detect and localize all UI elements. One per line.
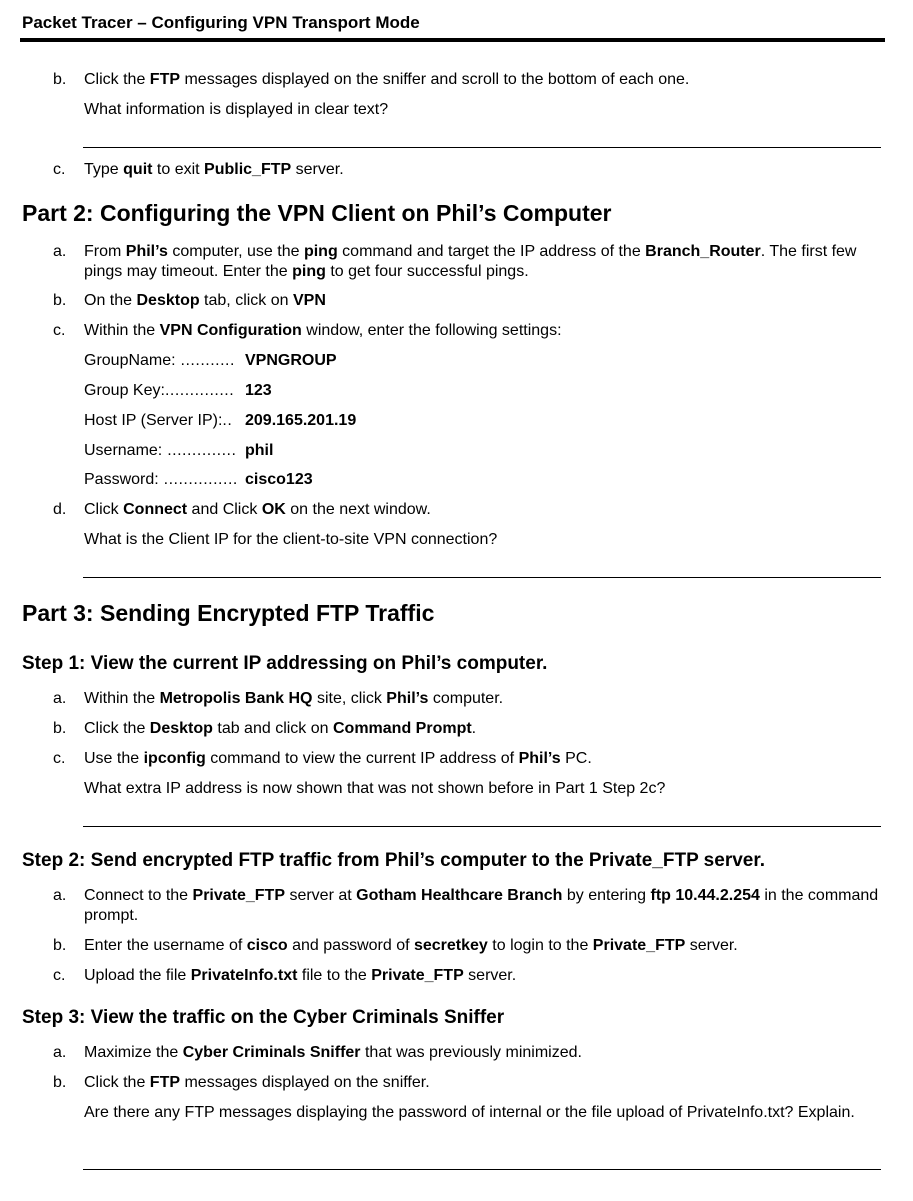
answer-line-1b [83,147,881,148]
document-title: Packet Tracer – Configuring VPN Transport Mode [22,13,420,32]
step2-heading: Step 2: Send encrypted FTP traffic from Phil’s computer to the Private_FTP server. [22,850,765,871]
setting-username: Username: .............. phil [84,442,274,459]
setting-groupname: GroupName: ........... VPNGROUP [84,352,337,369]
part2-heading: Part 2: Configuring the VPN Client on Phil’s Computer [22,200,612,226]
page-header [20,13,885,42]
setting-password: Password: ............... cisco123 [84,471,313,488]
answer-line-2d [83,577,881,578]
answer-line-s3b [83,1169,881,1170]
part3-heading: Part 3: Sending Encrypted FTP Traffic [22,600,435,626]
step1-heading: Step 1: View the current IP addressing on Phil’s computer. [22,653,548,674]
setting-group-key: Group Key:.............. 123 [84,382,272,399]
answer-line-s1c [83,826,881,827]
step3-heading: Step 3: View the traffic on the Cyber Criminals Sniffer [22,1007,505,1028]
setting-host-ip: Host IP (Server IP):.. 209.165.201.19 [84,412,357,429]
